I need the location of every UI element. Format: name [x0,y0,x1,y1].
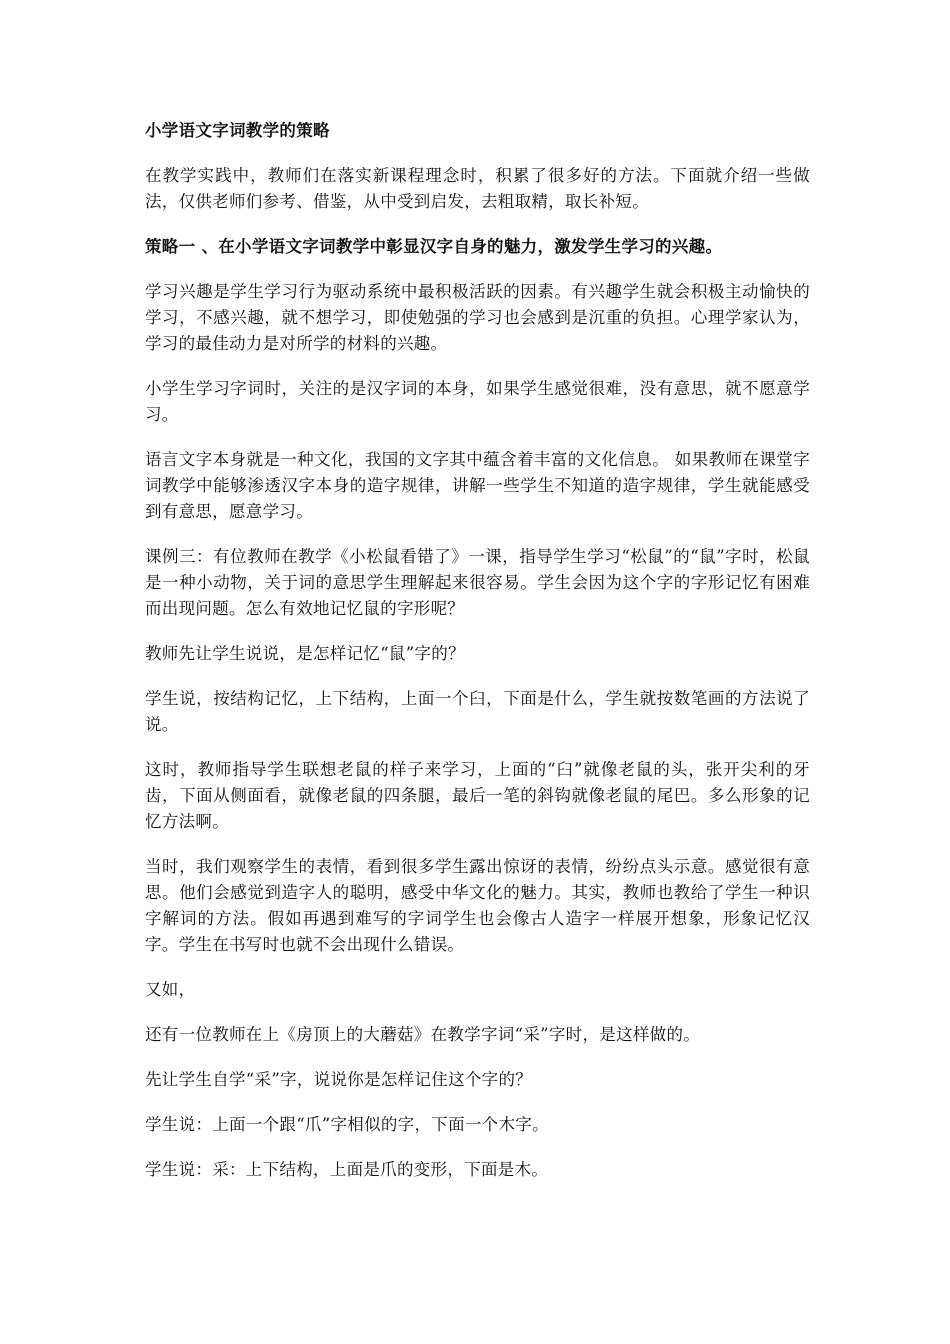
body-paragraph: 教师先让学生说说，是怎样记忆“鼠”字的？ [145,644,465,663]
body-paragraph: 当时，我们观察学生的表情，看到很多学生露出惊讶的表情，纷纷点头示意。感觉很有意思。他们会感觉到造字人的聪明，感受中华文化的魅力。其实，教师也教给了学生一种识字解词的方法。假如再遇到难写的字词学生也会像古人造字一样展开想象，形象记忆汉字。学生在书写时也就不会出现什么错误。 [145,857,810,954]
body-paragraph: 这时，教师指导学生联想老鼠的样子来学习，上面的“臼”就像老鼠的头，张开尖利的牙齿，下面从侧面看，就像老鼠的四条腿，最后一笔的斜钩就像老鼠的尾巴。多么形象的记忆方法啊。 [145,760,810,831]
body-paragraph: 课例三：有位教师在教学《小松鼠看错了》一课，指导学生学习“松鼠”的“鼠”字时，松鼠是一种小动物，关于词的意思学生理解起来很容易。学生会因为这个字的字形记忆有困难而出现问题。怎么有效地记忆鼠的字形呢？ [145,547,810,618]
body-paragraph: 先让学生自学“采”字，说说你是怎样记住这个字的？ [145,1070,533,1089]
document-title: 小学语文字词教学的策略 [145,121,330,140]
body-paragraph: 学生说：采：上下结构，上面是爪的变形，下面是木。 [145,1160,549,1179]
body-paragraph: 还有一位教师在上《房顶上的大蘑菇》在教学字词“采”字时，是这样做的。 [145,1025,701,1044]
strategy-heading: 策略一 、在小学语文字词教学中彰显汉字自身的魅力，激发学生学习的兴趣。 [145,237,723,256]
body-paragraph: 小学生学习字词时，关注的是汉字词的本身，如果学生感觉很难，没有意思，就不愿意学习。 [145,379,810,424]
document-body [145,118,810,1202]
body-paragraph: 学生说：上面一个跟“爪”字相似的字，下面一个木字。 [145,1115,549,1134]
body-paragraph: 又如， [145,980,196,999]
body-paragraph: 学习兴趣是学生学习行为驱动系统中最积极活跃的因素。有兴趣学生就会积极主动愉快的学习，不感兴趣，就不想学习，即使勉强的学习也会感到是沉重的负担。心理学家认为，学习的最佳动力是对所学的材料的兴趣。 [145,282,810,353]
body-paragraph: 学生说，按结构记忆，上下结构，上面一个臼，下面是什么，学生就按数笔画的方法说了说。 [145,689,810,734]
intro-paragraph: 在教学实践中，教师们在落实新课程理念时，积累了很多好的方法。下面就介绍一些做法，仅供老师们参考、借鉴，从中受到启发，去粗取精，取长补短。 [145,166,810,211]
body-paragraph: 语言文字本身就是一种文化，我国的文字其中蕴含着丰富的文化信息。 如果教师在课堂字词教学中能够渗透汉字本身的造字规律，讲解一些学生不知道的造字规律，学生就能感受到有意思，愿意学习。 [145,450,810,521]
